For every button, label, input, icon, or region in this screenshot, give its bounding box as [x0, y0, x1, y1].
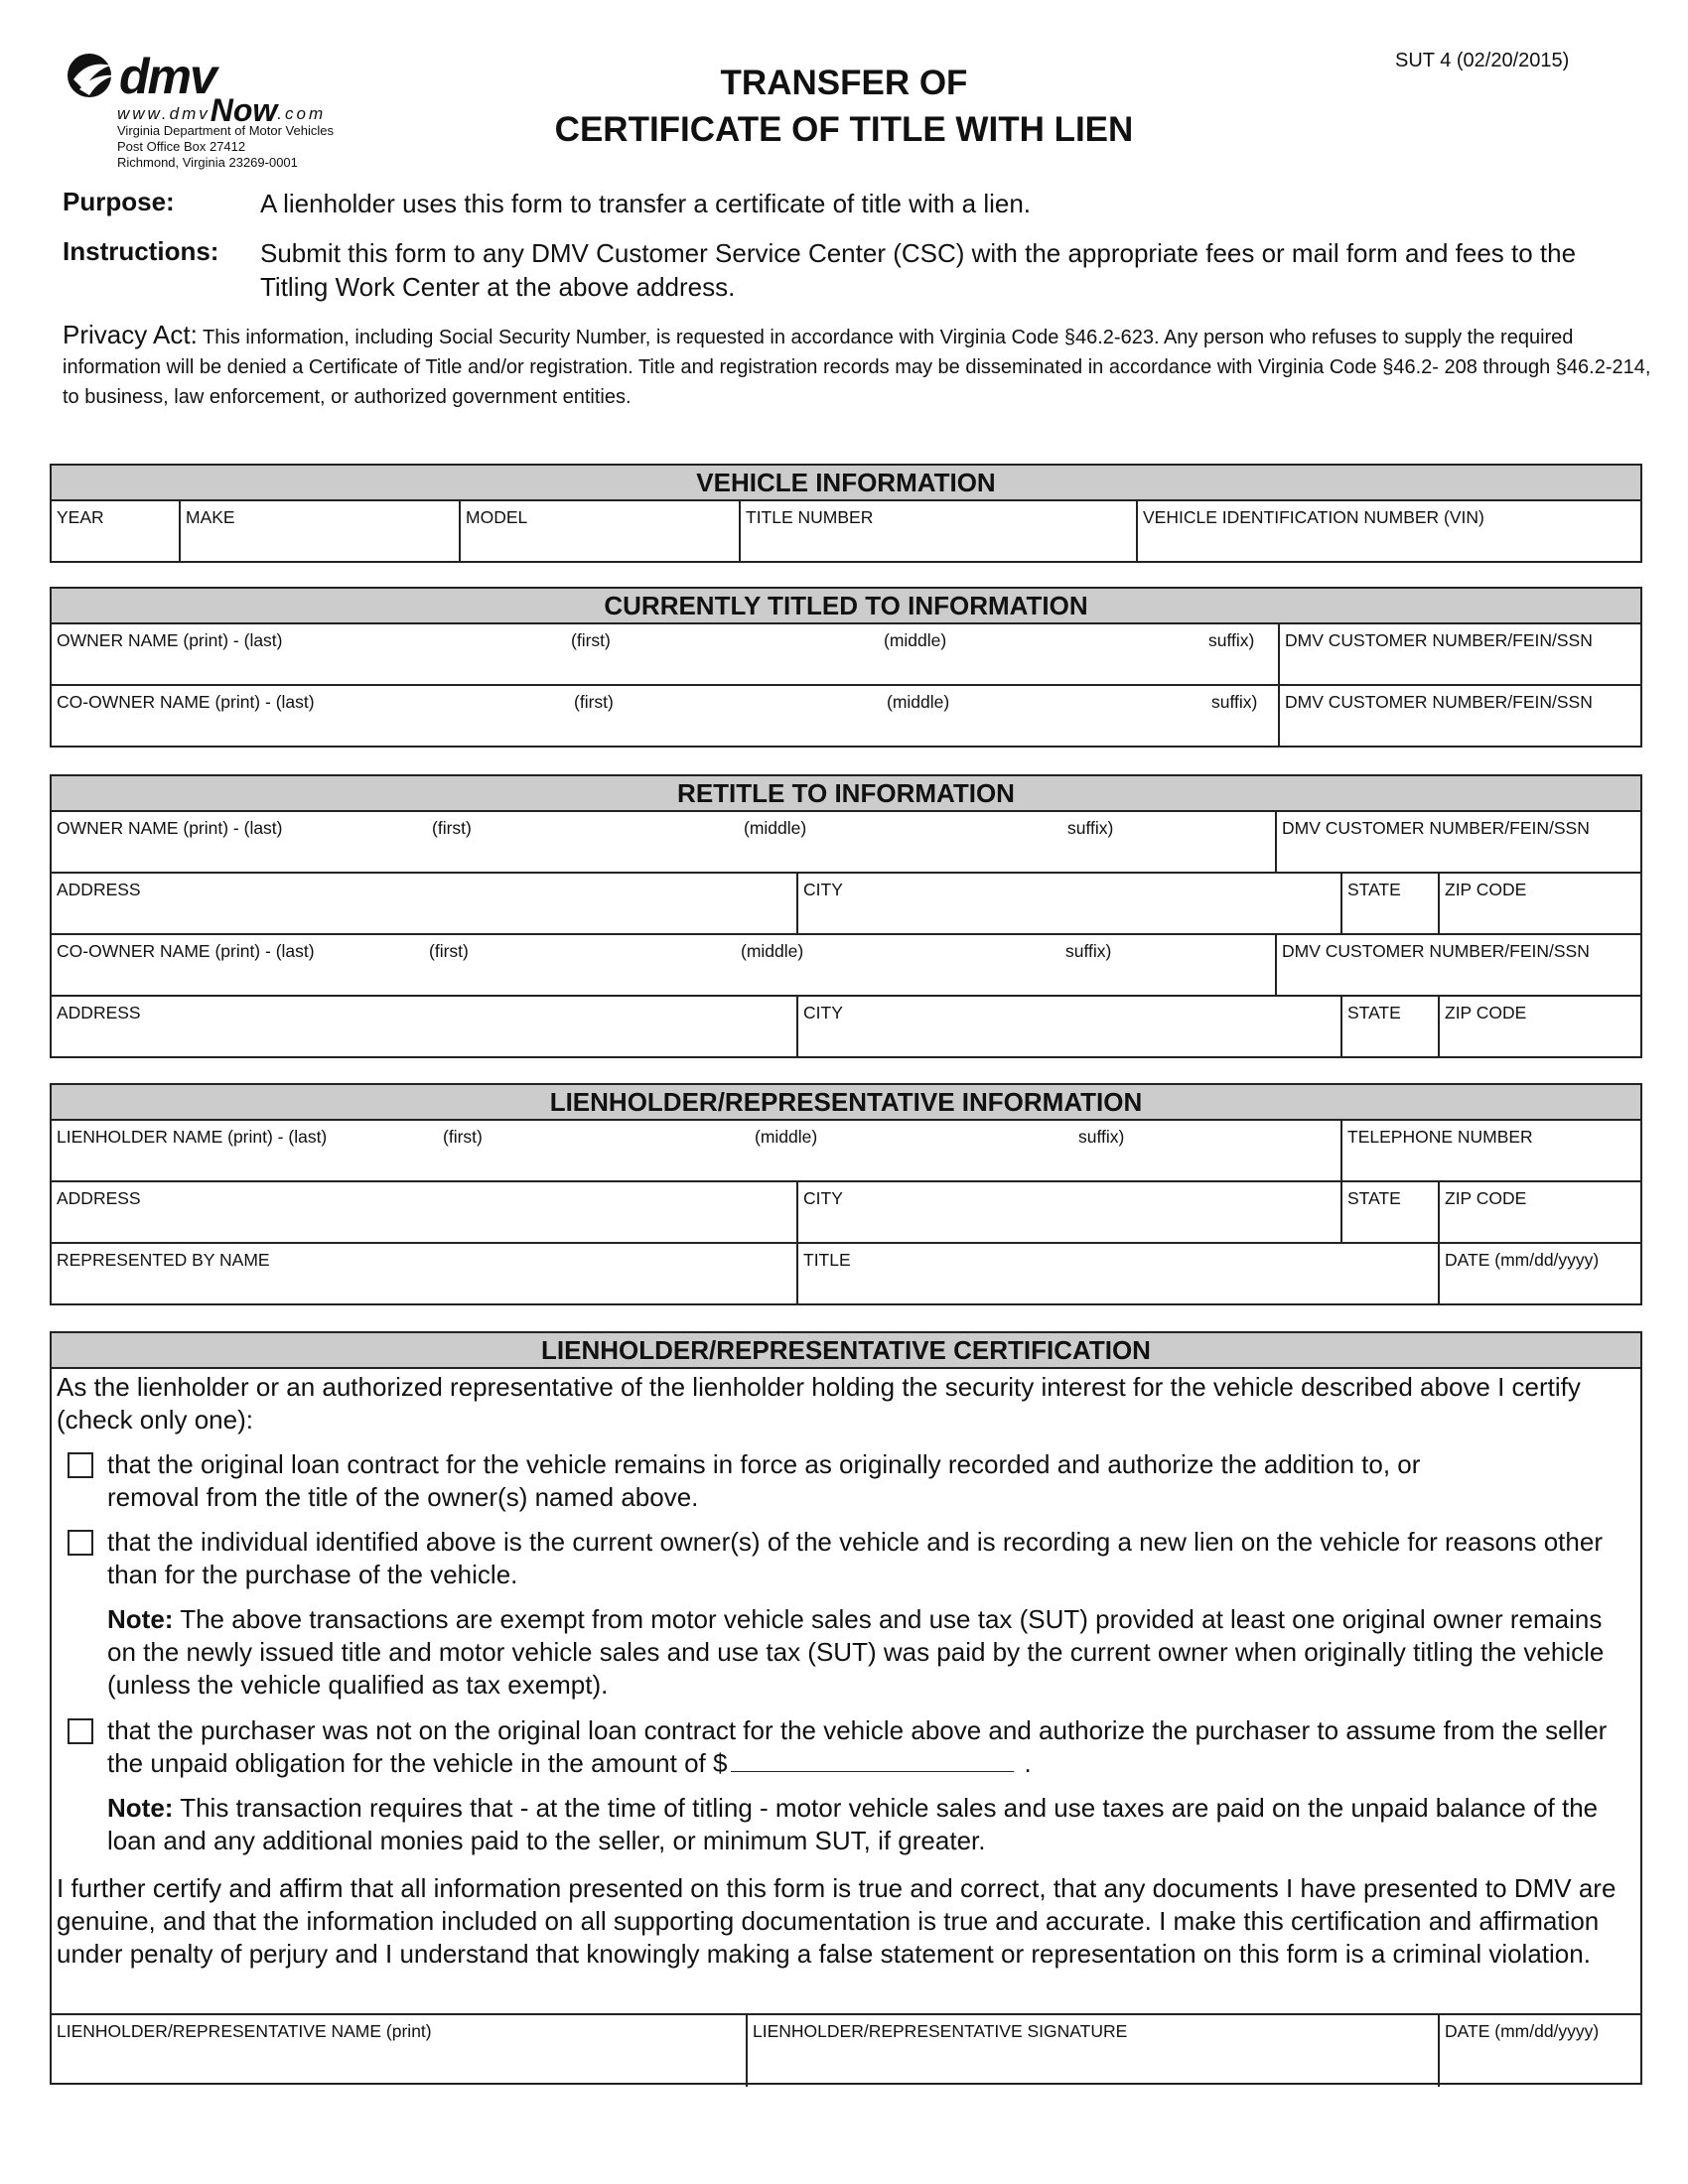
- retitle-owner-row: [52, 812, 1640, 874]
- logo-wordmark: dmv: [119, 49, 215, 104]
- year-field[interactable]: YEAR: [57, 507, 104, 527]
- vehicle-row: [52, 501, 1640, 561]
- certification-body: [52, 1369, 1640, 2013]
- model-field[interactable]: MODEL: [459, 501, 739, 561]
- lienholder-address-row: [52, 1182, 1640, 1244]
- lienholder-representative-row: [52, 1244, 1640, 1303]
- signature-date-field[interactable]: DATE (mm/dd/yyyy): [1438, 2015, 1642, 2087]
- retitle-owner-address-field[interactable]: ADDRESS: [57, 880, 141, 899]
- section-heading: VEHICLE INFORMATION: [52, 466, 1640, 501]
- option1-text: that the original loan contract for the vehicle remains in force as originally recorded and authorize the addition to, or removal from the title of the owner(s) named above.: [107, 1449, 1421, 1512]
- option2-checkbox[interactable]: [68, 1530, 93, 1556]
- representative-date-field[interactable]: DATE (mm/dd/yyyy): [1438, 1244, 1642, 1303]
- purpose-label: Purpose:: [63, 187, 175, 216]
- certification-intro: As the lienholder or an authorized representative of the lienholder holding the security interest for the vehicle described above I certify (check only one):: [57, 1372, 1581, 1434]
- option2-text: that the individual identified above is the current owner(s) of the vehicle and is recording a new lien on the vehicle for reasons other than for the purchase of the vehicle.: [107, 1527, 1603, 1589]
- retitle-owner-city-field[interactable]: CITY: [796, 874, 1340, 933]
- section-heading: LIENHOLDER/REPRESENTATIVE INFORMATION: [52, 1085, 1640, 1121]
- option1-checkbox[interactable]: [68, 1452, 93, 1478]
- option3-text: that the purchaser was not on the original loan contract for the vehicle above and authorize the purchaser to assume from the seller the unpaid obligation for the vehicle in the amount of $ .: [107, 1715, 1608, 1778]
- purpose-text: A lienholder uses this form to transfer a certificate of title with a lien.: [260, 189, 1032, 218]
- signature-row: [52, 2013, 1640, 2087]
- retitle-section: [50, 774, 1642, 1058]
- document-title: TRANSFER OF CERTIFICATE OF TITLE WITH LIEN: [554, 64, 1134, 149]
- section-heading: LIENHOLDER/REPRESENTATIVE CERTIFICATION: [52, 1333, 1640, 1369]
- representative-signature-field[interactable]: LIENHOLDER/REPRESENTATIVE SIGNATURE: [746, 2015, 1438, 2087]
- lienholder-zip-field[interactable]: ZIP CODE: [1438, 1182, 1642, 1242]
- retitle-coowner-address-field[interactable]: ADDRESS: [57, 1003, 141, 1023]
- certification-section: [50, 1331, 1642, 2085]
- representative-title-field[interactable]: TITLE: [796, 1244, 1438, 1303]
- retitle-owner-name-field[interactable]: OWNER NAME (print) - (last) (first) (middle) suffix): [57, 818, 1114, 838]
- lienholder-name-field[interactable]: LIENHOLDER NAME (print) - (last) (first) (middle) suffix): [57, 1127, 1125, 1147]
- lienholder-information-section: [50, 1083, 1642, 1305]
- affirmation-text: I further certify and affirm that all information presented on this form is true and correct, that any documents I have presented to DMV are genuine, and that the information included on all supporting documentation is true and accurate. I make this certification and affirmation under penalty of perjury and I understand that knowingly making a false statement or representation on this form is a criminal violation.: [57, 1873, 1617, 1969]
- note-sut-required: Note: This transaction requires that - at the time of titling - motor vehicle sales and use taxes are paid on the unpaid balance of the loan and any additional monies paid to the seller, or minimum SUT, if greater.: [107, 1793, 1599, 1855]
- section-heading: CURRENTLY TITLED TO INFORMATION: [52, 589, 1640, 624]
- dmv-logo: [66, 50, 413, 169]
- logo-url: www.dmvNow.com: [117, 92, 327, 128]
- coowner-row: [52, 686, 1640, 746]
- lienholder-address-field[interactable]: ADDRESS: [57, 1188, 141, 1208]
- owner-customer-number-field[interactable]: DMV CUSTOMER NUMBER/FEIN/SSN: [1278, 624, 1642, 684]
- agency-address: Virginia Department of Motor Vehicles Post Office Box 27412 Richmond, Virginia 23269-0001: [117, 123, 334, 170]
- lienholder-state-field[interactable]: STATE: [1340, 1182, 1438, 1242]
- coowner-name-field[interactable]: CO-OWNER NAME (print) - (last) (first) (middle) suffix): [57, 692, 1258, 712]
- instructions-label: Instructions:: [63, 236, 219, 266]
- option3-checkbox[interactable]: [68, 1718, 93, 1744]
- retitle-owner-address-row: [52, 874, 1640, 935]
- retitle-coowner-name-field[interactable]: CO-OWNER NAME (print) - (last) (first) (middle) suffix): [57, 941, 1112, 961]
- representative-name-print-field[interactable]: LIENHOLDER/REPRESENTATIVE NAME (print): [57, 2021, 432, 2041]
- privacy-act: Privacy Act: This information, including Social Security Number, is requested in accordance with Virginia Code §46.2-623. Any person who refuses to supply the required information will be denied a Certificate of Title and/or registration. Title and registration records may be disseminated in accordance with Virginia Code §46.2- 208 through §46.2-214, to business, law enforcement, or authorized government entities.: [63, 320, 1651, 408]
- lienholder-name-row: [52, 1121, 1640, 1182]
- retitle-owner-state-field[interactable]: STATE: [1340, 874, 1438, 933]
- retitle-coowner-customer-number-field[interactable]: DMV CUSTOMER NUMBER/FEIN/SSN: [1275, 935, 1642, 995]
- unpaid-amount-field[interactable]: [731, 1747, 1014, 1772]
- retitle-coowner-state-field[interactable]: STATE: [1340, 997, 1438, 1056]
- lienholder-city-field[interactable]: CITY: [796, 1182, 1340, 1242]
- retitle-coowner-zip-field[interactable]: ZIP CODE: [1438, 997, 1642, 1056]
- retitle-coowner-address-row: [52, 997, 1640, 1056]
- vin-field[interactable]: VEHICLE IDENTIFICATION NUMBER (VIN): [1136, 501, 1642, 561]
- retitle-owner-zip-field[interactable]: ZIP CODE: [1438, 874, 1642, 933]
- section-heading: RETITLE TO INFORMATION: [52, 776, 1640, 812]
- currently-titled-section: [50, 587, 1642, 748]
- vehicle-information-section: [50, 464, 1642, 563]
- owner-row: [52, 624, 1640, 686]
- title-number-field[interactable]: TITLE NUMBER: [739, 501, 1136, 561]
- represented-by-name-field[interactable]: REPRESENTED BY NAME: [57, 1250, 270, 1270]
- form-number: SUT 4 (02/20/2015): [1395, 50, 1570, 71]
- retitle-coowner-row: [52, 935, 1640, 997]
- make-field[interactable]: MAKE: [179, 501, 459, 561]
- retitle-coowner-city-field[interactable]: CITY: [796, 997, 1340, 1056]
- retitle-owner-customer-number-field[interactable]: DMV CUSTOMER NUMBER/FEIN/SSN: [1275, 812, 1642, 872]
- owner-name-field[interactable]: OWNER NAME (print) - (last) (first) (middle) suffix): [57, 630, 1255, 650]
- instructions-text: Submit this form to any DMV Customer Service Center (CSC) with the appropriate fees or mail form and fees to the Titling Work Center at the above address.: [260, 238, 1577, 302]
- lienholder-telephone-field[interactable]: TELEPHONE NUMBER: [1340, 1121, 1642, 1180]
- coowner-customer-number-field[interactable]: DMV CUSTOMER NUMBER/FEIN/SSN: [1278, 686, 1642, 746]
- note-sut-exempt: Note: The above transactions are exempt from motor vehicle sales and use tax (SUT) provided at least one original owner remains on the newly issued title and motor vehicle sales and use tax (SUT) was paid by the current owner when originally titling the vehicle (unless the vehicle qualified as tax exempt).: [107, 1604, 1605, 1700]
